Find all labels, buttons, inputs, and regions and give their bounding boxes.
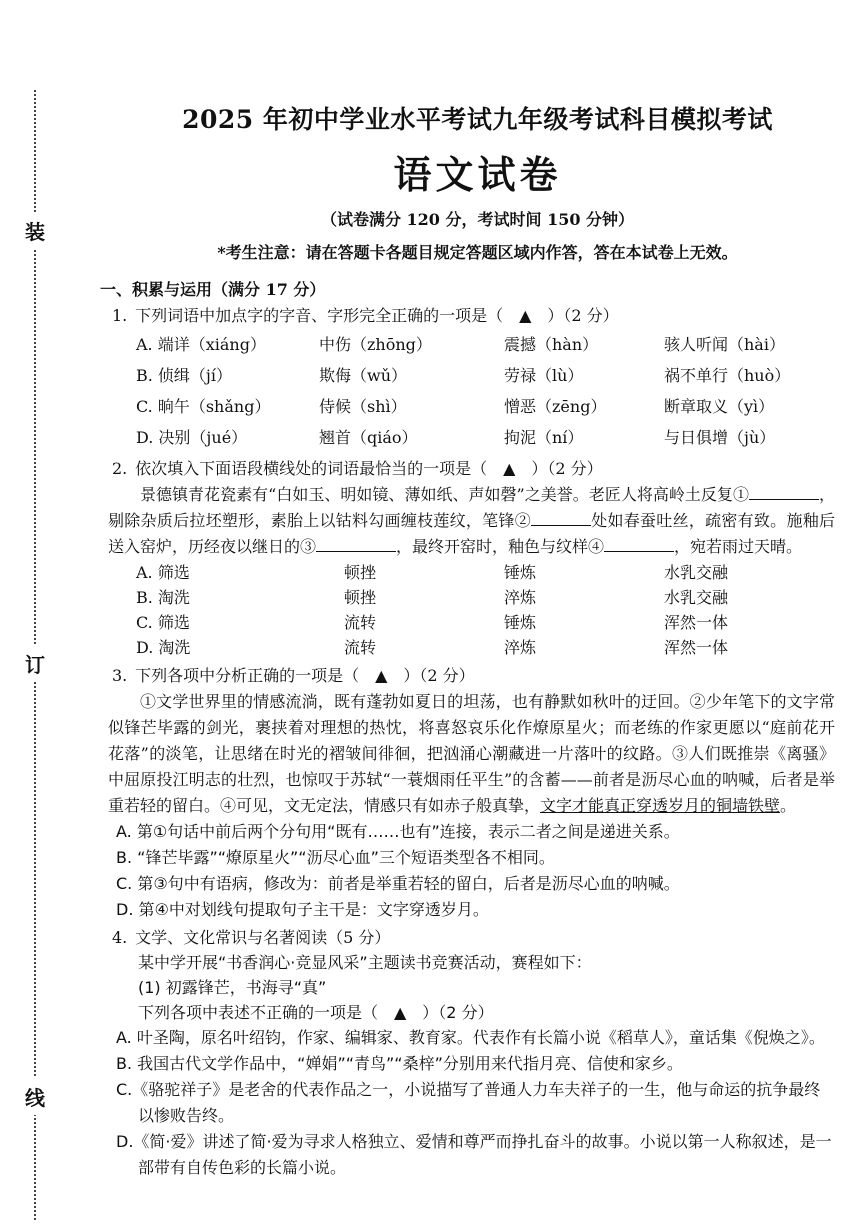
option-row [100,391,835,422]
q1-options [100,329,835,453]
question-stem: 文学、文化常识与名著阅读（5 分） [135,928,391,947]
passage-text: 处如春蚕吐丝，疏密有致。施釉后送入窑炉，历经夜以继日的③ [108,511,835,556]
option-cell: B. 侦缉（jí） [136,366,233,385]
option-cell: 骇人听闻（hài） [664,335,785,354]
option-row [100,585,835,610]
question-1 [100,302,835,329]
answer-blank [749,499,819,500]
passage-text: ，宛若雨过天晴。 [674,537,803,556]
option-cell: C. 筛选 [136,613,190,632]
subject-title: 语文试卷 [393,152,562,197]
exam-page [100,100,835,1181]
option-cell: 欺侮（wǔ） [319,366,408,385]
option-row [100,635,835,660]
option-c: C.《骆驼祥子》是老舍的代表作品之一，小说描写了普通人力车夫祥子的一生，他与命运的抗争最终以惨败告终。 [116,1080,821,1125]
exam-meta: （试卷满分 120 分，考试时间 150 分钟） [320,210,635,229]
option-row [100,560,835,585]
passage-text: 景德镇青花瓷素有“白如玉、明如镜、薄如纸、声如磬”之美誉。老匠人将高岭土反复① [140,485,749,504]
passage-text: ①文学世界里的情感流淌，既有蓬勃如夏日的坦荡，也有静默如秋叶的迂回。②少年笔下的文字常似锋芒毕露的剑光，裹挟着对理想的热忱，将喜怒哀乐化作燎原星火；而老练的作家更愿以“庭前花开花落”的淡笔，让思绪在时光的褶皱间徘徊，把汹涌心潮藏进一片落叶的纹路。③人们既推崇《离骚》中屈原投江明志的壮烈，也惊叹于苏轼“一蓑烟雨任平生”的含蓄——前者是沥尽心血的呐喊，后者是举重若轻的留白。④可见，文无定法，情感只有如赤子般真挚， [108,692,835,815]
option-cell: 水乳交融 [664,588,729,607]
q2-options [100,560,835,660]
option-row [100,360,835,391]
option-b: B. 我国古代文学作品中，“婵娟”“青鸟”“桑梓”分别用来代指月亮、信使和家乡。 [116,1054,683,1073]
option-cell: D. 淘洗 [136,638,191,657]
q3-options [100,819,835,923]
option-cell: 顿挫 [344,563,377,582]
option-d: D. 第④中对划线句提取句子主干是：文字穿透岁月。 [116,900,489,919]
option-cell: 浑然一体 [664,613,729,632]
option-cell: 浑然一体 [664,638,729,657]
answer-blank [531,525,591,526]
option-cell: D. 决别（jué） [136,428,248,447]
option-cell: 淬炼 [504,588,537,607]
question-4 [100,925,835,950]
question-number: 3. [112,666,128,685]
question-2 [100,455,835,482]
sub-question-stem: 下列各项中表述不正确的一项是（ ▲ ）（2 分） [138,1003,494,1022]
option-cell: 中伤（zhōng） [319,335,432,354]
q4-options [100,1025,835,1181]
option-cell: 拘泥（ní） [504,428,584,447]
option-cell: 震撼（hàn） [504,335,599,354]
option-cell: 断章取义（yì） [664,397,775,416]
q2-passage [100,482,835,560]
option-cell: 顿挫 [344,588,377,607]
passage-text: ，剔除杂质后拉坯塑形，素胎上以钴料勾画缠枝莲纹，笔锋② [108,485,835,530]
exam-title: 2025 年初中学业水平考试九年级考试科目模拟考试 [182,105,773,134]
option-a: A. 叶圣陶，原名叶绍钧，作家、编辑家、教育家。代表作有长篇小说《稻草人》，童话集《倪焕之》。 [116,1028,825,1047]
binding-char-top: 装 [22,212,48,249]
option-cell: C. 晌午（shǎng） [136,397,271,416]
exam-notice: *考生注意：请在答题卡各题目规定答题区域内作答，答在本试卷上无效。 [217,243,738,262]
option-cell: 憎恶（zēng） [504,397,607,416]
section-heading: 一、积累与运用（满分 17 分） [100,280,326,299]
option-c: C. 第③句中有语病，修改为：前者是举重若轻的留白，后者是沥尽心血的呐喊。 [116,874,680,893]
passage-text: ，最终开窑时，釉色与纹样④ [396,537,605,556]
option-d: D.《简·爱》讲述了简·爱为寻求人格独立、爱情和尊严而挣扎奋斗的故事。小说以第一人称叙述，是一部带有自传色彩的长篇小说。 [116,1132,832,1177]
question-number: 1. [112,306,128,325]
question-number: 2. [112,459,128,478]
q3-passage [100,689,835,819]
option-cell: 祸不单行（huò） [664,366,791,385]
option-cell: 劳禄（lù） [504,366,584,385]
question-stem: 下列词语中加点字的字音、字形完全正确的一项是（ ▲ ）（2 分） [135,306,619,325]
question-number: 4. [112,928,128,947]
sub-question-title: (1) 初露锋芒，书海寻“真” [138,978,327,997]
activity-intro: 某中学开展“书香润心·竞显风采”主题读书竞赛活动，赛程如下： [138,953,592,972]
option-cell: 锤炼 [504,563,537,582]
binding-char-bottom: 线 [22,1078,48,1115]
option-cell: A. 筛选 [136,563,190,582]
option-b: B. “锋芒毕露”“燎原星火”“沥尽心血”三个短语类型各不相同。 [116,848,555,867]
question-stem: 依次填入下面语段横线处的词语最恰当的一项是（ ▲ ）（2 分） [135,459,603,478]
option-cell: 流转 [344,613,377,632]
option-cell: 淬炼 [504,638,537,657]
option-cell: 侍候（shì） [319,397,407,416]
option-cell: 与日俱增（jù） [664,428,776,447]
option-a: A. 第①句话中前后两个分句用“既有……也有”连接，表示二者之间是递进关系。 [116,822,680,841]
question-3 [100,662,835,689]
answer-blank [604,551,674,552]
option-cell: 水乳交融 [664,563,729,582]
answer-blank [316,551,396,552]
underlined-sentence: 文字才能真正穿透岁月的铜墙铁壁 [540,796,781,815]
passage-text: 。 [780,796,797,815]
option-row [100,422,835,453]
option-cell: 翘首（qiáo） [319,428,418,447]
binding-char-middle: 订 [22,645,48,682]
option-row [100,329,835,360]
option-row [100,610,835,635]
option-cell: 锤炼 [504,613,537,632]
option-cell: 流转 [344,638,377,657]
option-cell: A. 端详（xiáng） [136,335,266,354]
option-cell: B. 淘洗 [136,588,190,607]
question-stem: 下列各项中分析正确的一项是（ ▲ ）（2 分） [135,666,475,685]
q4-body [100,950,835,1025]
